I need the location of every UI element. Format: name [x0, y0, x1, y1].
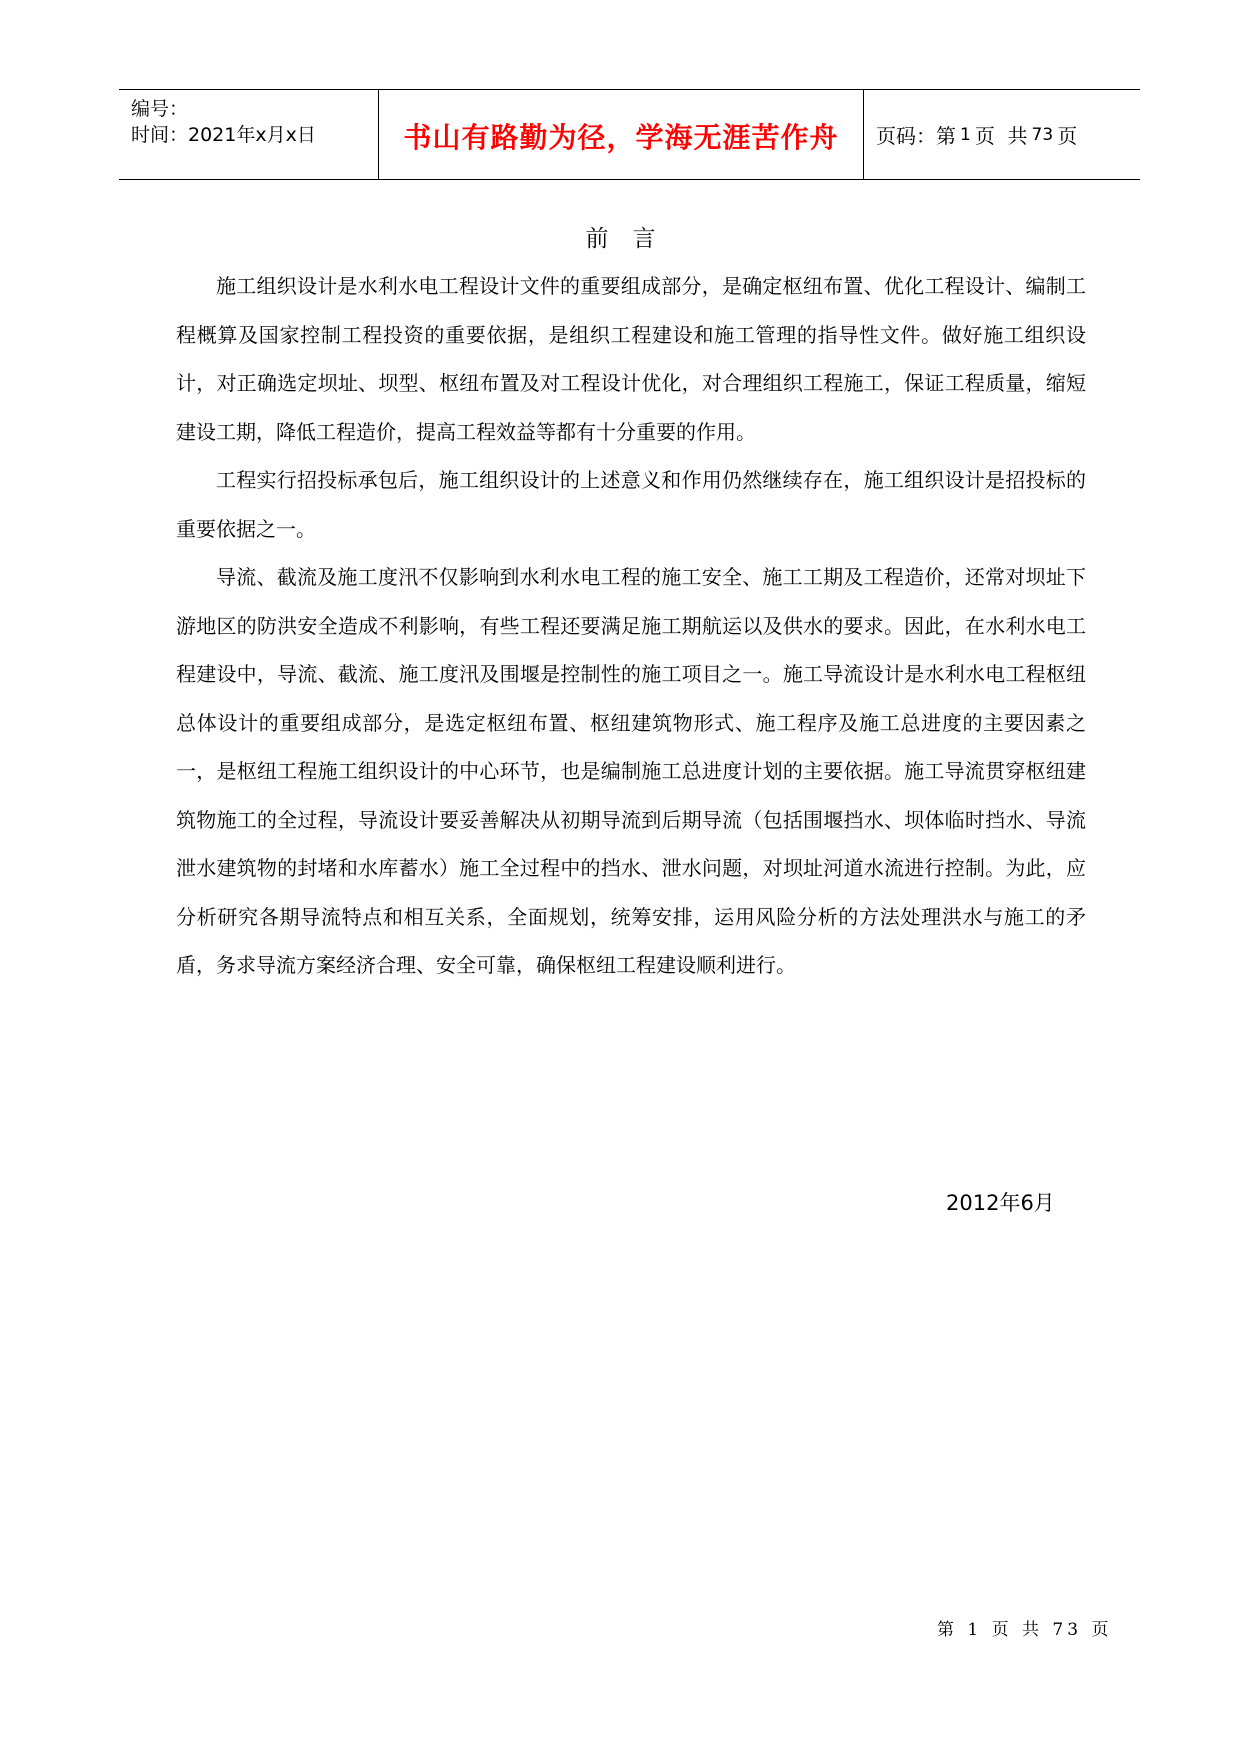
number-label: 编号：: [131, 98, 189, 120]
header-meta-cell: [119, 90, 379, 179]
paragraph: 施工组织设计是水利水电工程设计文件的重要组成部分，是确定枢纽布置、优化工程设计、编制工程概算及国家控制工程投资的重要依据，是组织工程建设和施工管理的指导性文件。做好施工组织设计，对正确选定坝址、坝型、枢纽布置及对工程设计优化，对合理组织工程施工，保证工程质量，缩短建设工期，降低工程造价，提高工程效益等都有十分重要的作用。: [176, 274, 1086, 444]
header-motto-cell: [379, 90, 864, 179]
page-mid: 页 共: [974, 124, 1028, 148]
header-table: [119, 89, 1140, 180]
page-title: 前言: [585, 226, 680, 252]
page-suffix: 页: [1057, 124, 1078, 148]
page-total: 73: [1031, 124, 1054, 145]
page-footer: 第 1 页 共 73 页: [937, 1620, 1113, 1640]
time-label: 时间：2021年x月x日: [131, 124, 316, 146]
document-date: 2012年6月: [946, 1191, 1055, 1215]
page-prefix: 页码：第: [876, 124, 956, 148]
document-body: [176, 262, 1086, 990]
paragraph: 导流、截流及施工度汛不仅影响到水利水电工程的施工安全、施工工期及工程造价，还常对坝址下游地区的防洪安全造成不利影响，有些工程还要满足施工期航运以及供水的要求。因此，在水利水电工程建设中，导流、截流、施工度汛及围堰是控制性的施工项目之一。施工导流设计是水利水电工程枢纽总体设计的重要组成部分，是选定枢纽布置、枢纽建筑物形式、施工程序及施工总进度的主要因素之一，是枢纽工程施工组织设计的中心环节，也是编制施工总进度计划的主要依据。施工导流贯穿枢纽建筑物施工的全过程，导流设计要妥善解决从初期导流到后期导流（包括围堰挡水、坝体临时挡水、导流泄水建筑物的封堵和水库蓄水）施工全过程中的挡水、泄水问题，对坝址河道水流进行控制。为此，应分析研究各期导流特点和相互关系，全面规划，统筹安排，运用风险分析的方法处理洪水与施工的矛盾，务求导流方案经济合理、安全可靠，确保枢纽工程建设顺利进行。: [176, 565, 1086, 977]
header-page-cell: [864, 90, 1140, 179]
page-current: 1: [960, 124, 971, 145]
paragraph: 工程实行招投标承包后，施工组织设计的上述意义和作用仍然继续存在，施工组织设计是招投标的重要依据之一。: [176, 468, 1086, 541]
motto-text: 书山有路勤为径，学海无涯苦作舟: [403, 120, 839, 154]
